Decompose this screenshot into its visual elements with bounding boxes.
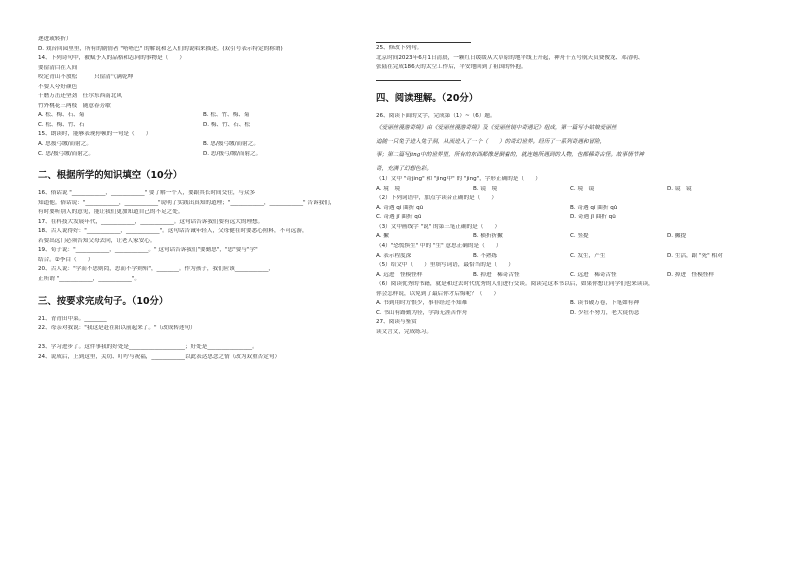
option: C. 思/援弓缴/而射之。 bbox=[38, 150, 94, 157]
poem-line: 竹外桃花三两枝 随意春芳歇 bbox=[38, 102, 111, 109]
answer-line bbox=[376, 74, 764, 83]
option: A. 撇 bbox=[376, 233, 389, 240]
option-row bbox=[38, 122, 368, 132]
option: B. 横折折撇 bbox=[473, 233, 503, 240]
question-19: 19、荀子说："____________，____________。" 这句话告诉我们"要勤思"，"思"要与"学" bbox=[38, 247, 258, 254]
question-26: 26、阅读下面的文字，完成第（1）~（6）题。 bbox=[376, 112, 496, 119]
option: D. 少壮不努力，老大徒伤悲 bbox=[570, 309, 640, 316]
option: A. 松、梅、石、菊 bbox=[38, 112, 85, 119]
reading-passage bbox=[376, 122, 764, 176]
option: C. 竖提 bbox=[570, 233, 589, 240]
option: A. 书到用时方恨少，事非经过不知难 bbox=[376, 300, 468, 307]
option: B. 松、竹、梅、菊 bbox=[203, 112, 250, 119]
option: D. 撇提 bbox=[667, 233, 687, 240]
option: A. 奇遇 qí 曲折 qū bbox=[376, 204, 424, 211]
sub-question: （1）文中 "奇jing" 和 "jing中" 的 "jing"，字形正确的是（ ） bbox=[376, 176, 541, 183]
option: C. 远进 稀奇古怪 bbox=[570, 271, 617, 278]
option-row bbox=[376, 272, 764, 282]
option: A. 表示程度深 bbox=[376, 252, 412, 259]
sub-question: （5）给文中（ ）里填写词语，最恰当的是（ ） bbox=[376, 262, 514, 269]
option: A. 境 境 bbox=[376, 185, 401, 192]
option: D. 梅、竹、石、松 bbox=[203, 121, 251, 128]
question-24: 24、说成后，上到这里，关切、叮咛与祝福，____________以此表达思念之情（改为双重否定句） bbox=[38, 353, 281, 360]
section-heading: 二、根据所学的知识填空（10分） bbox=[38, 170, 183, 182]
sub-question: （6）阅读优秀的书籍，就是和过去时代优秀的人们进行交谈。阅读完这本书以后，如果你想让同学们也来读读， bbox=[376, 281, 654, 288]
section-heading: 三、按要求完成句子。（10分） bbox=[38, 295, 169, 307]
left-column bbox=[38, 36, 368, 363]
option: C. 境 镜 bbox=[570, 185, 595, 192]
sub-question: （2）下列词语中，加点字读音正确的是（ ） bbox=[376, 195, 498, 202]
option: C. 松、梅、竹、石 bbox=[38, 121, 85, 128]
question-19: 结合。②李白（ ） bbox=[38, 256, 94, 263]
passage-line: 奇，充满了幻想色彩。 bbox=[376, 165, 432, 172]
option: D. 思/援弓/缴/而射之。 bbox=[203, 150, 262, 157]
option: B. 读书破万卷，下笔如有神 bbox=[570, 300, 639, 307]
option-row bbox=[376, 233, 764, 243]
question-20: 20、古人说："学而不思则罔，思而不学则殆"，________。作为孩子，我们应该____________， bbox=[38, 266, 275, 273]
text-line: 逐进或转折） bbox=[38, 36, 72, 42]
passage-line: 追随一只兔子进入兔子洞，从而进入了一个（ ）的奇幻世界。经历了一系列奇遇和冒险， bbox=[376, 138, 606, 145]
text-line: D. 戏台回园里里，所有的剧情者 "嗒嗒巴" 的解说和艺人们的说唱来描述。(双引号表示特定的称谓) bbox=[38, 45, 283, 52]
option: D. 镜 镜 bbox=[667, 185, 692, 192]
option: B. 奇遇 qí 曲折 qǔ bbox=[570, 204, 618, 211]
option-row bbox=[38, 141, 368, 151]
option: D. 生活，跟 "死" 相对 bbox=[667, 252, 723, 259]
section-heading: 四、阅读理解。（20分） bbox=[376, 92, 479, 104]
option: C. 发生，产生 bbox=[570, 252, 606, 259]
option-row bbox=[38, 151, 368, 161]
question-17: 17、在科技大发展年代，____________，____________。这句话告诉我们要有远大的理想。 bbox=[38, 218, 264, 225]
option-row bbox=[376, 214, 764, 224]
option: C. 书山有路勤为径，学海无涯苦作舟 bbox=[376, 309, 468, 316]
option: A. 远进 怪模怪样 bbox=[376, 271, 423, 278]
passage-line: 《爱丽丝漫游奇境》由《爱丽丝漫游奇境》及《爱丽丝镜中奇遇记》组成，第一篇写小姑娘爱丽丝 bbox=[376, 125, 617, 132]
poem-line: 要留清白在人间 bbox=[38, 64, 78, 71]
answer-line bbox=[376, 36, 764, 45]
option: C. 奇遇 jī 曲折 qū bbox=[376, 214, 422, 221]
right-column bbox=[376, 36, 764, 338]
option-row bbox=[376, 253, 764, 263]
sub-question: （3）文中画线字 "说" 的第三笔正确的是（ ） bbox=[376, 223, 501, 230]
option-row bbox=[376, 205, 764, 215]
question-16: 16、俗话说 "____________，____________" 要了解一个人，要跟其长时间交往，与众多 bbox=[38, 190, 256, 197]
poem-line: 不要人夸好颜色 bbox=[38, 83, 78, 90]
option: A. 思援弓缴/而射之。 bbox=[38, 141, 92, 148]
question-18: 若要出远门必须告知父母去向，让老人家安心。 bbox=[38, 237, 156, 244]
option-row bbox=[38, 112, 368, 122]
option: B. 镜 境 bbox=[473, 185, 498, 192]
option: B. 掉进 稀奇古怪 bbox=[473, 271, 520, 278]
question-18: 18、古人说得好："____________，____________"。这句话告诫年轻人，父母健在时要悉心照料，不可远游， bbox=[38, 228, 308, 235]
question-15: 15、朗读时，能够表现停顿的一句是（ ） bbox=[38, 131, 152, 138]
option-row bbox=[376, 186, 764, 196]
question-23: 23、学习进步了。这件事我的好处是____________________；好处是________________。 bbox=[38, 344, 258, 351]
option: B. 不熟练 bbox=[473, 252, 498, 259]
answer-line bbox=[38, 335, 368, 345]
sub-question: （4）"恐慌惧生" 中的 "生" 意思正确的是（ ） bbox=[376, 243, 502, 250]
poem-line: 咬定青山不放松 只留清气满乾坤 bbox=[38, 74, 134, 81]
option: D. 掉进 怪模怪样 bbox=[667, 271, 715, 278]
poem-line: 千磨万击还坚劲 任尔东西南北风 bbox=[38, 93, 122, 100]
question-21: 21、青青田中菜。________ bbox=[38, 315, 107, 322]
option: D. 奇遇 jī 曲折 qǔ bbox=[570, 214, 616, 221]
question-16: 知道他。俗话说："____________，____________"说明了实践出真知的道理；"____________，____________" 告诉我们， bbox=[38, 199, 336, 206]
option: B. 思/援弓缴/而射之。 bbox=[203, 141, 259, 148]
sub-question: 你会怎样说，以免到了最后你才后悔呢？（ ） bbox=[376, 290, 500, 297]
question-27: 27、阅读与鉴赏 bbox=[376, 319, 417, 326]
option-row bbox=[376, 300, 764, 310]
option-row bbox=[376, 310, 764, 320]
question-25: 25、修改下列句。 bbox=[376, 45, 423, 51]
question-20: 正所谓 "____________，____________"。 bbox=[38, 276, 141, 283]
passage-line: 事；第二篇写jing中的世界里，所有的东西都像是倒着的，就连她所遇到的人物，也都稀奇古怪。故事情节神 bbox=[376, 152, 645, 159]
question-16: 有时要听别人的意见，能让我们更加知道自己的不足之处。 bbox=[38, 209, 184, 216]
question-27-instruction: 读文言文，完成练习。 bbox=[376, 328, 432, 335]
question-14: 14、下列诗句中，被赋予人的品格和志向的事物是（ ） bbox=[38, 55, 185, 62]
paragraph: 北京时间2023年6月1日清晨，一颗红日缓缓从大草原的地平线上升起，神舟十五号航天员费俊龙、邓清明、 bbox=[376, 54, 644, 61]
question-22: 22、母亲对我说："我这是赶在阳以前起来了。"（改成转述句） bbox=[38, 325, 196, 332]
paragraph: 张陆在完成186天的太空工作后，平安地回到了祖国的怀抱。 bbox=[376, 64, 527, 71]
